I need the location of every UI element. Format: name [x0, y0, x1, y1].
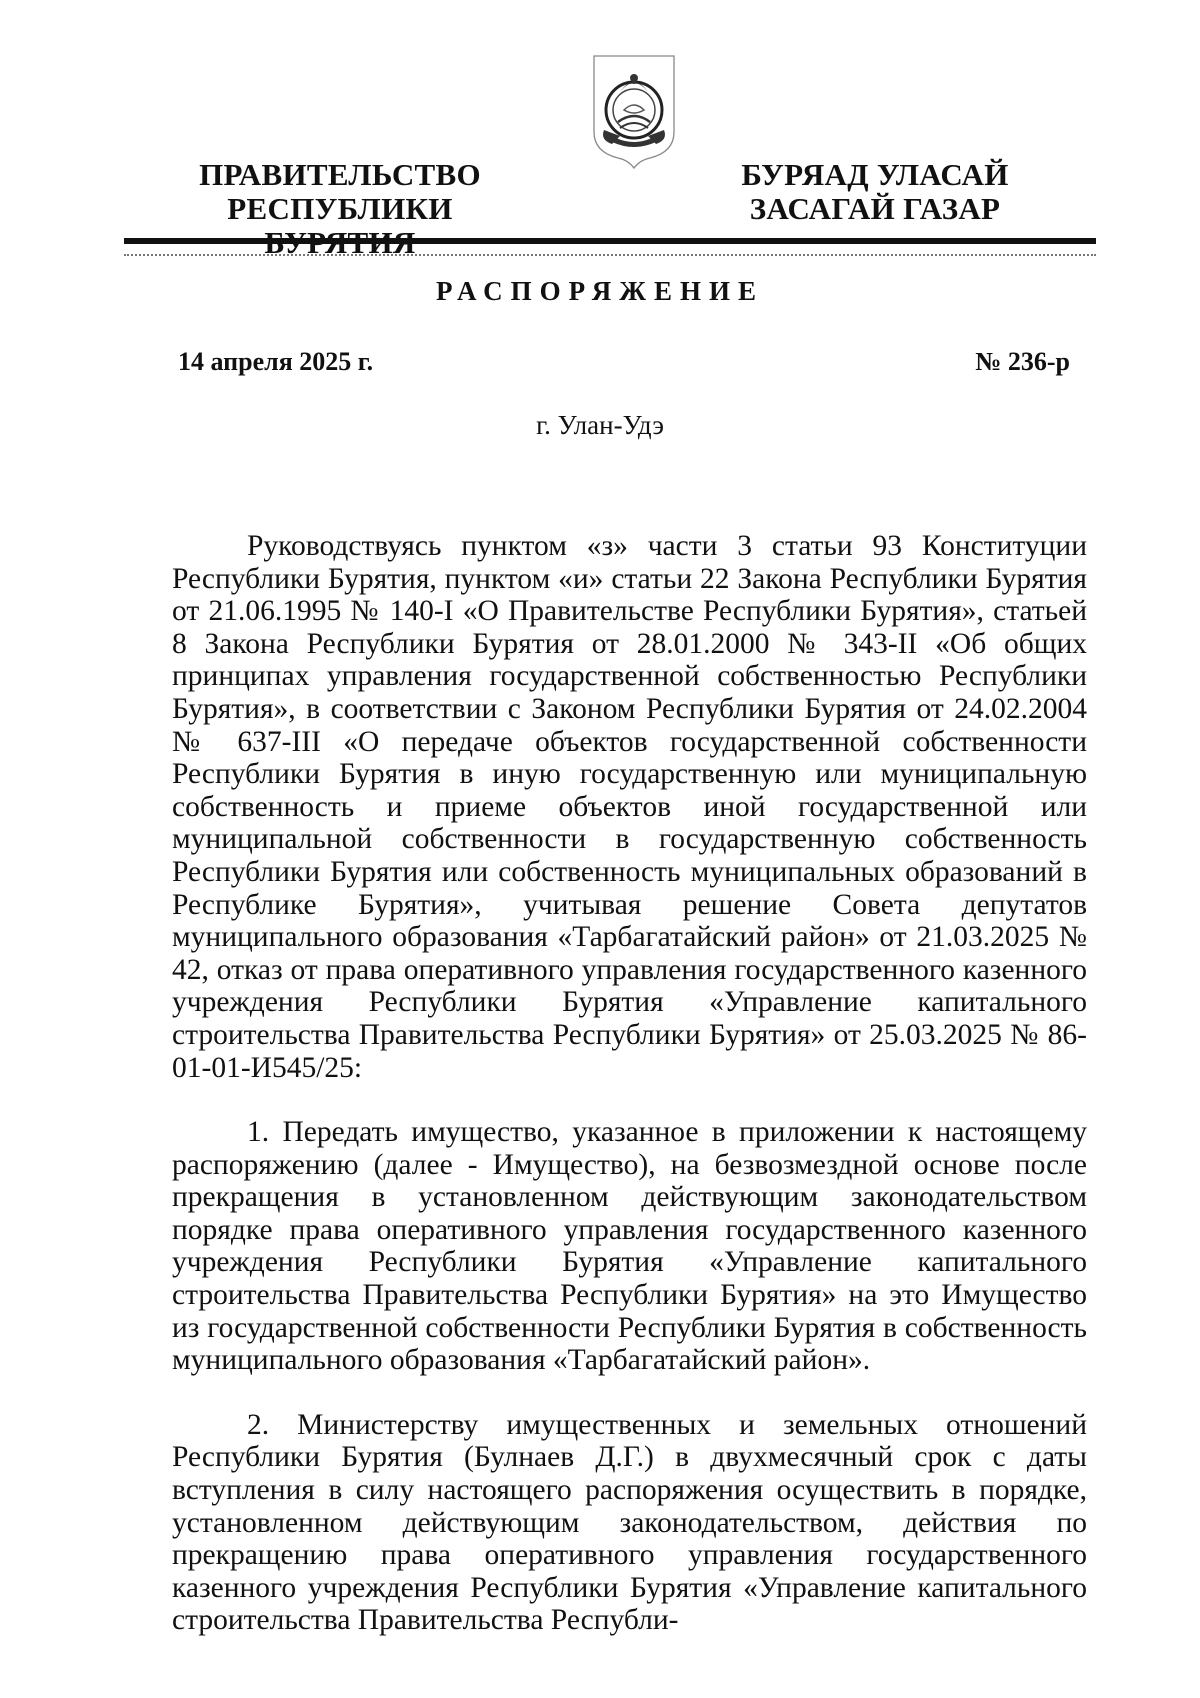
document-date: 14 апреля 2025 г. [178, 347, 374, 376]
document-body [172, 530, 1087, 1669]
government-name-buryat [725, 158, 1025, 226]
document-number: № 236-р [975, 347, 1070, 376]
government-name-buryat-line1: БУРЯАД УЛАСАЙ [741, 157, 1009, 192]
header-divider-thick [124, 238, 1096, 244]
government-name-line1: ПРАВИТЕЛЬСТВО [199, 157, 481, 192]
government-name-russian [150, 158, 530, 260]
header-divider-thin [124, 254, 1096, 256]
item-1-paragraph: 1. Передать имущество, указанное в приложении к настоящему распоряжению (далее - Имущество), на безвозмездной основе после прекращения в установленном действующим законодательством порядке права оперативного управления государственного казенного учреждения Республики Бурятия «Управление капитального строительства Правительства Республики Бурятия» на это Имущество из государственной собственности Республики Бурятия в собственность муниципального образования «Тарбагатайский район». [172, 1116, 1087, 1377]
document-city: г. Улан-Удэ [536, 410, 664, 440]
coat-of-arms-icon [590, 52, 678, 170]
government-name-buryat-line2: ЗАСАГАЙ ГАЗАР [749, 191, 1001, 226]
government-name-line2: РЕСПУБЛИКИ [227, 191, 453, 226]
preamble-paragraph: Руководствуясь пунктом «з» части 3 статьи 93 Конституции Республики Бурятия, пунктом «и» статьи 22 Закона Республики Бурятия от 21.06.1995 № 140-I «О Правительстве Республики Бурятия», статьей 8 Закона Республики Бурятия от 28.01.2000 № 343-II «Об общих принципах управления государственной собственностью Республики Бурятия», в соответствии с Законом Республики Бурятия от 24.02.2004 № 637-III «О передаче объектов государственной собственности Республики Бурятия в иную государственную или муниципальную собственность и приеме объектов иной государственной или муниципальной собственности в государственную собственность Республики Бурятия или собственность муниципальных образований в Республике Бурятия», учитывая решение Совета депутатов муниципального образования «Тарбагатайский район» от 21.03.2025 № 42, отказ от права оперативного управления государственного казенного учреждения Республики Бурятия «Управление капитального строительства Правительства Республики Бурятия» от 25.03.2025 № 86-01-01-И545/25: [172, 530, 1087, 1084]
item-2-paragraph: 2. Министерству имущественных и земельных отношений Республики Бурятия (Булнаев Д.Г.) в двухмесячный срок с даты вступления в силу настоящего распоряжения осуществить в порядке, установленном действующим законодательством, действия по прекращению права оперативного управления государственного казенного учреждения Республики Бурятия «Управление капитального строительства Правительства Республи- [172, 1408, 1087, 1637]
document-title: РАСПОРЯЖЕНИЕ [435, 276, 765, 306]
